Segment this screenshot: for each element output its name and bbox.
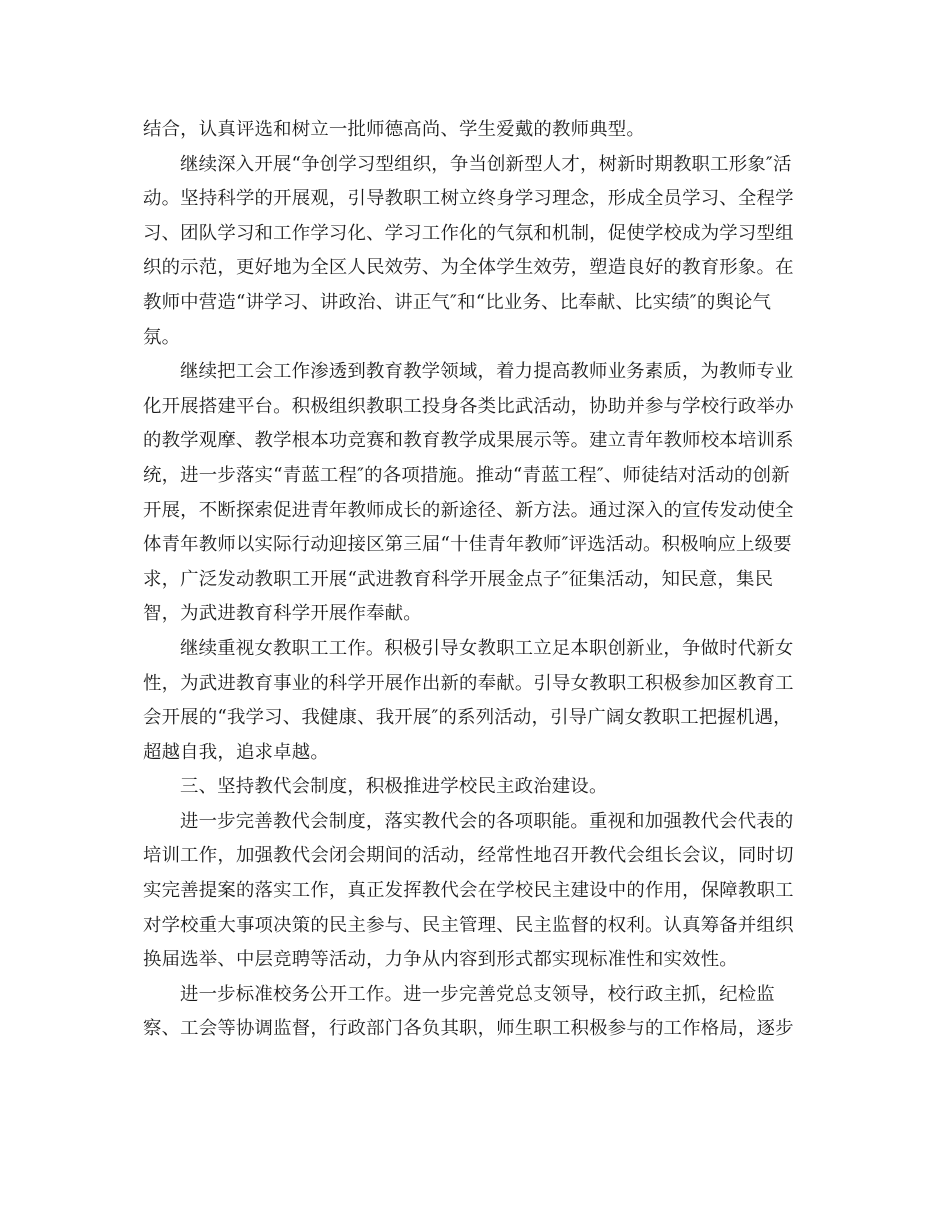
text-line: 察、工会等协调监督，行政部门各负其职，师生职工积极参与的工作格局，逐步 bbox=[143, 1018, 794, 1040]
text-line: 性，为武进教育事业的科学开展作出新的奉献。引导女教职工积极参加区教育工 bbox=[143, 672, 794, 694]
text-line: 会开展的“我学习、我健康、我开展″的系列活动，引导广阔女教职工把握机遇， bbox=[143, 707, 792, 729]
text-line: 习、团队学习和工作学习化、学习工作化的气氛和机制，促使学校成为学习型组 bbox=[143, 222, 794, 244]
text-line: 继续把工会工作渗透到教育教学领域，着力提高教师业务素质，为教师专业 bbox=[180, 361, 794, 383]
text-line: 统，进一步落实“青蓝工程″的各项措施。推动“青蓝工程″、师徒结对活动的创新 bbox=[143, 464, 790, 486]
text-line: 三、坚持教代会制度，积极推进学校民主政治建设。 bbox=[180, 776, 608, 798]
text-line: 继续重视女教职工工作。积极引导女教职工立足本职创新业，争做时代新女 bbox=[180, 637, 794, 659]
text-line: 开展，不断探索促进青年教师成长的新途径、新方法。通过深入的宣传发动使全 bbox=[143, 499, 794, 521]
text-line: 培训工作，加强教代会闭会期间的活动，经常性地召开教代会组长会议，同时切 bbox=[143, 845, 794, 867]
text-line: 实完善提案的落实工作，真正发挥教代会在学校民主建设中的作用，保障教职工 bbox=[143, 880, 794, 902]
text-line: 进一步标准校务公开工作。进一步完善党总支领导，校行政主抓，纪检监 bbox=[180, 983, 775, 1005]
text-line: 氛。 bbox=[143, 326, 181, 348]
text-line: 动。坚持科学的开展观，引导教职工树立终身学习理念，形成全员学习、全程学 bbox=[143, 188, 794, 210]
text-line: 对学校重大事项决策的民主参与、民主管理、民主监督的权利。认真筹备并组织 bbox=[143, 914, 794, 936]
text-line: 求，广泛发动教职工开展“武进教育科学开展金点子″征集活动，知民意，集民 bbox=[143, 568, 774, 590]
text-line: 织的示范，更好地为全区人民效劳、为全体学生效劳，塑造良好的教育形象。在 bbox=[143, 257, 794, 279]
text-line: 换届选举、中层竞聘等活动，力争从内容到形式都实现标准性和实效性。 bbox=[143, 949, 738, 971]
text-line: 继续深入开展“争创学习型组织，争当创新型人才，树新时期教职工形象″活 bbox=[180, 153, 792, 175]
text-line: 教师中营造“讲学习、讲政治、讲正气″和“比业务、比奉献、比实绩″的舆论气 bbox=[143, 291, 772, 313]
text-line: 智，为武进教育科学开展作奉献。 bbox=[143, 603, 422, 625]
text-line: 超越自我，追求卓越。 bbox=[143, 741, 329, 763]
document-body bbox=[143, 113, 807, 1047]
text-line: 的教学观摩、教学根本功竞赛和教育教学成果展示等。建立青年教师校本培训系 bbox=[143, 430, 794, 452]
text-line: 结合，认真评选和树立一批师德高尚、学生爱戴的教师典型。 bbox=[143, 119, 645, 140]
text-line: 进一步完善教代会制度，落实教代会的各项职能。重视和加强教代会代表的 bbox=[180, 810, 794, 832]
text-line: 体青年教师以实际行动迎接区第三届“十佳青年教师″评选活动。积极响应上级要 bbox=[143, 534, 792, 556]
text-line: 化开展搭建平台。积极组织教职工投身各类比武活动，协助并参与学校行政举办 bbox=[143, 395, 794, 417]
